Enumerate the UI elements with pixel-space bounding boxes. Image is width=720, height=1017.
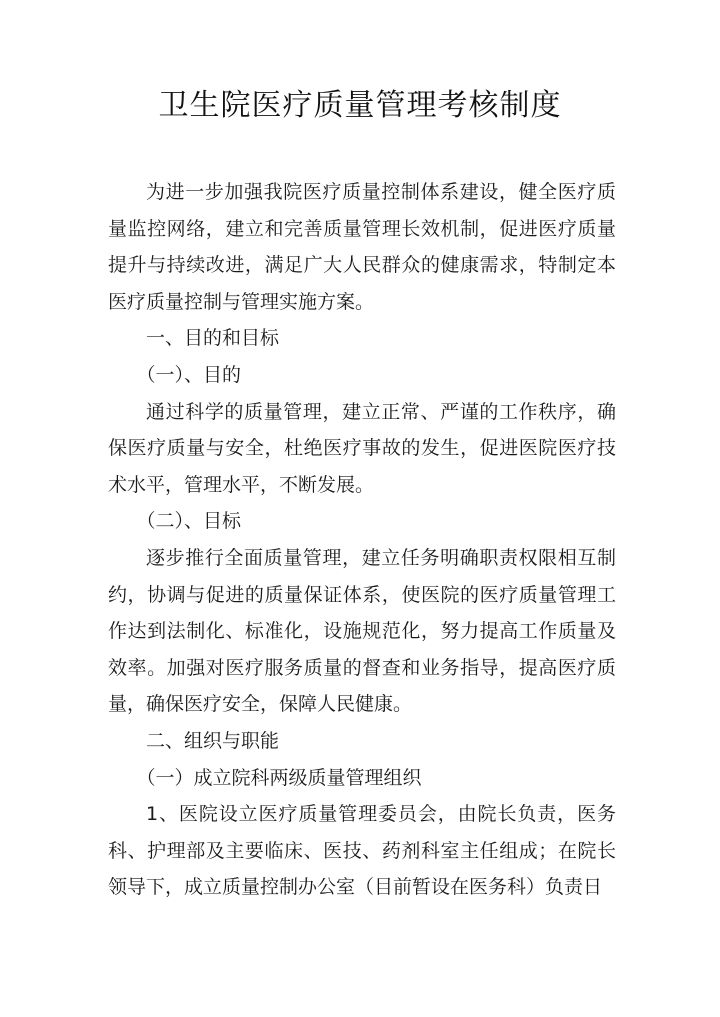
subsection-heading-committee: （一）成立院科两级质量管理组织 [136, 766, 422, 789]
section-heading-organization: 二、组织与职能 [146, 729, 280, 752]
document-body [108, 174, 616, 906]
subsection-heading-target: （二）、目标 [136, 510, 242, 533]
purpose-paragraph: 通过科学的质量管理，建立正常、严谨的工作秩序，确保医疗质量与安全，杜绝医疗事故的发生，促进医院医疗技术水平，管理水平，不断发展。 [108, 400, 616, 496]
committee-paragraph: 1、医院设立医疗质量管理委员会，由院长负责，医务科、护理部及主要临床、医技、药剂科室主任组成；在院长领导下，成立质量控制办公室（目前暂设在医务科）负责日 [108, 803, 616, 899]
intro-paragraph: 为进一步加强我院医疗质量控制体系建设，健全医疗质量监控网络，建立和完善质量管理长效机制，促进医疗质量提升与持续改进，满足广大人民群众的健康需求，特制定本医疗质量控制与管理实施方案。 [108, 181, 616, 313]
section-heading-goals: 一、目的和目标 [146, 327, 280, 350]
document-title: 卫生院医疗质量管理考核制度 [158, 88, 562, 123]
target-paragraph: 逐步推行全面质量管理，建立任务明确职责权限相互制约，协调与促进的质量保证体系，使医院的医疗质量管理工作达到法制化、标准化，设施规范化，努力提高工作质量及效率。加强对医疗服务质量的督查和业务指导，提高医疗质量，确保医疗安全，保障人民健康。 [108, 546, 616, 716]
subsection-heading-purpose: （一）、目的 [136, 363, 242, 386]
